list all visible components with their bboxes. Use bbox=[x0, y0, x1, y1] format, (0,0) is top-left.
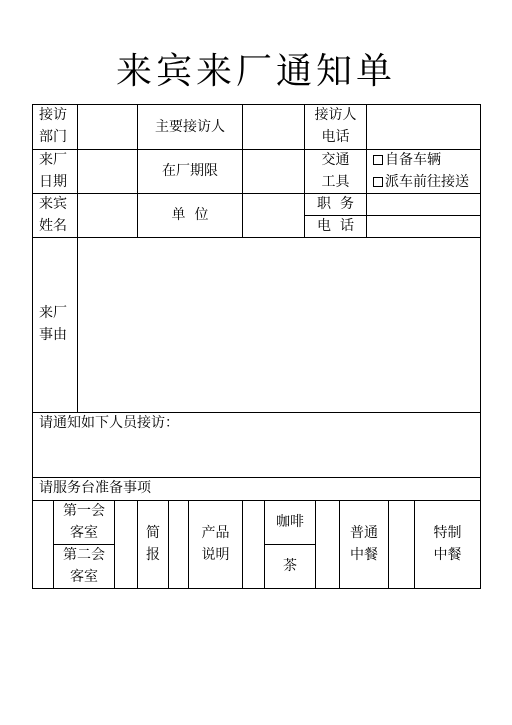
option-own-vehicle[interactable] bbox=[373, 149, 441, 171]
item-meal1-l1: 普通 bbox=[350, 525, 378, 541]
item-room2-l2: 客室 bbox=[70, 569, 98, 585]
col-line bbox=[77, 104, 78, 413]
item-room1-l1: 第一会 bbox=[63, 503, 105, 519]
label-notify: 请通知如下人员接访： bbox=[39, 415, 179, 431]
row-line bbox=[32, 237, 481, 238]
label-date-l1: 来厂 bbox=[39, 152, 67, 168]
label-service: 请服务台准备事项 bbox=[39, 480, 151, 496]
col-line bbox=[114, 500, 115, 589]
label-reason-l2: 事由 bbox=[39, 327, 67, 343]
label-date-l2: 日期 bbox=[39, 174, 67, 190]
border-right bbox=[480, 104, 481, 589]
item-coffee: 咖啡 bbox=[276, 514, 304, 530]
option-pickup[interactable] bbox=[373, 171, 469, 193]
label-tel: 电 话 bbox=[317, 218, 354, 234]
label-position: 职 务 bbox=[317, 196, 354, 212]
col-line bbox=[242, 104, 243, 238]
item-product-l2: 说明 bbox=[201, 547, 230, 563]
item-brief-l2: 报 bbox=[146, 547, 160, 563]
border-top bbox=[32, 104, 481, 105]
label-phone-l1: 接访人 bbox=[314, 107, 357, 123]
item-room2-l1: 第二会 bbox=[63, 547, 105, 563]
col-line bbox=[388, 500, 389, 589]
checkbox-icon[interactable] bbox=[373, 177, 383, 187]
col-line bbox=[315, 500, 316, 589]
option-pickup-label: 派车前往接送 bbox=[385, 174, 469, 190]
page-title: 来宾来厂通知单 bbox=[115, 51, 396, 92]
label-unit: 单 位 bbox=[171, 207, 209, 223]
item-brief-l1: 简 bbox=[146, 525, 160, 541]
item-meal2-l1: 特制 bbox=[433, 525, 462, 541]
label-name-l2: 姓名 bbox=[39, 218, 67, 234]
label-transport-l2: 工具 bbox=[321, 174, 350, 190]
item-meal2-l2: 中餐 bbox=[433, 547, 462, 563]
label-dept-l1: 接访 bbox=[39, 107, 67, 123]
label-transport-l1: 交通 bbox=[321, 152, 350, 168]
label-phone-l2: 电话 bbox=[321, 129, 350, 145]
col-line bbox=[168, 500, 169, 589]
item-tea: 茶 bbox=[283, 558, 297, 574]
label-host: 主要接访人 bbox=[155, 119, 225, 135]
label-dept-l2: 部门 bbox=[39, 129, 67, 145]
item-product-l1: 产品 bbox=[201, 525, 230, 541]
border-left bbox=[32, 104, 33, 589]
option-own-vehicle-label: 自备车辆 bbox=[385, 152, 441, 168]
row-line bbox=[32, 193, 481, 194]
label-period: 在厂期限 bbox=[162, 163, 218, 179]
item-meal1-l2: 中餐 bbox=[350, 547, 378, 563]
col-line bbox=[242, 500, 243, 589]
checkbox-icon[interactable] bbox=[373, 155, 383, 165]
item-room1-l2: 客室 bbox=[70, 525, 98, 541]
col-line bbox=[366, 104, 367, 238]
label-reason-l1: 来厂 bbox=[39, 305, 67, 321]
label-name-l1: 来宾 bbox=[39, 196, 67, 212]
row-line bbox=[264, 544, 315, 545]
